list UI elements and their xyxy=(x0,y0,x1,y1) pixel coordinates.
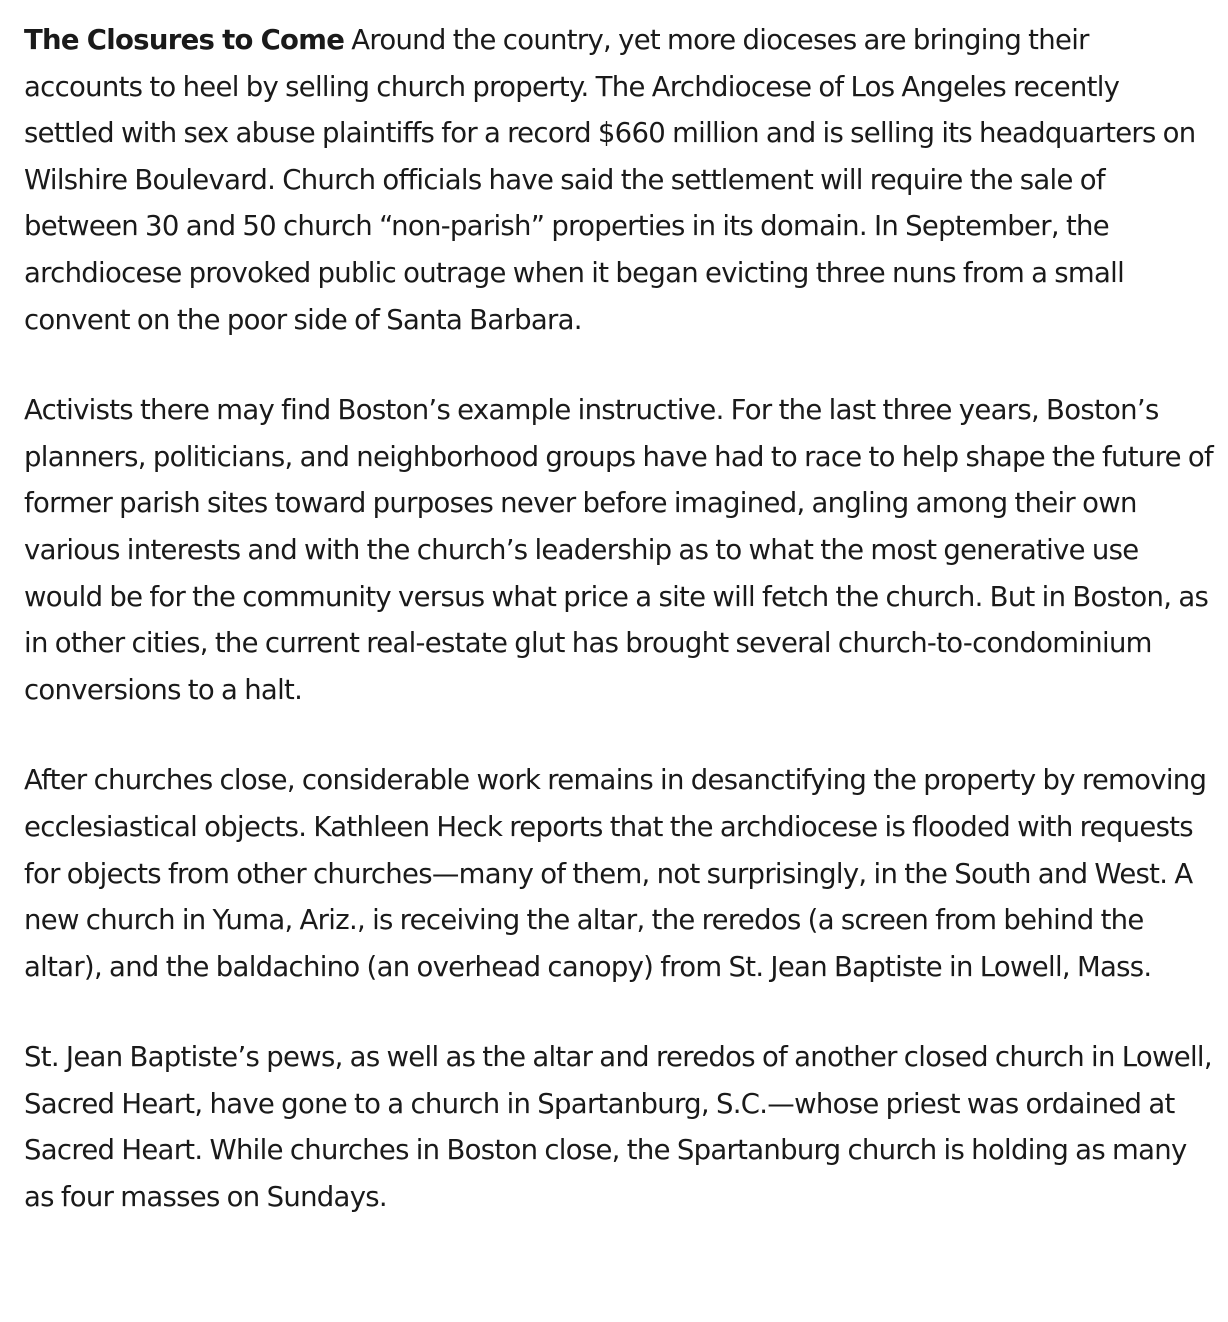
section-heading: The Closures to Come xyxy=(24,24,345,56)
paragraph-4: St. Jean Baptiste’s pews, as well as the altar and reredos of another closed church in Lowell, Sacred Heart, have gone to a church in Spartanburg, S.C.—whose priest was ordained at Sacred Heart. While churches in Boston close, the Spartanburg church is holding as many as four masses on Sundays. xyxy=(24,1041,1212,1214)
paragraph-1-text: Around the country, yet more dioceses are bringing their accounts to heel by selling church property. The Archdiocese of Los Angeles recently settled with sex abuse plaintiffs for a record $660 million and is selling its headquarters on Wilshire Boulevard. Church officials have said the settlement will require the sale of between 30 and 50 church “non-parish” properties in its domain. In September, the archdiocese provoked public outrage when it began evicting three nuns from a small convent on the poor side of Santa Barbara. xyxy=(24,24,1196,336)
paragraph-2: Activists there may find Boston’s example instructive. For the last three years, Boston’s planners, politicians, and neighborhood groups have had to race to help shape the future of former parish sites toward purposes never before imagined, angling among their own various interests and with the church’s leadership as to what the most generative use would be for the community versus what price a site will fetch the church. But in Boston, as in other cities, the current real-estate glut has brought several church-to-condominium conversions to a halt. xyxy=(24,394,1213,706)
paragraph-1 xyxy=(24,17,1214,343)
article-body xyxy=(24,17,1214,1221)
paragraph-3: After churches close, considerable work remains in desanctifying the property by removing ecclesiastical objects. Kathleen Heck reports that the archdiocese is flooded with requests for objects from other churches—many of them, not surprisingly, in the South and West. A new church in Yuma, Ariz., is receiving the altar, the reredos (a screen from behind the altar), and the baldachino (an overhead canopy) from St. Jean Baptiste in Lowell, Mass. xyxy=(24,764,1207,983)
